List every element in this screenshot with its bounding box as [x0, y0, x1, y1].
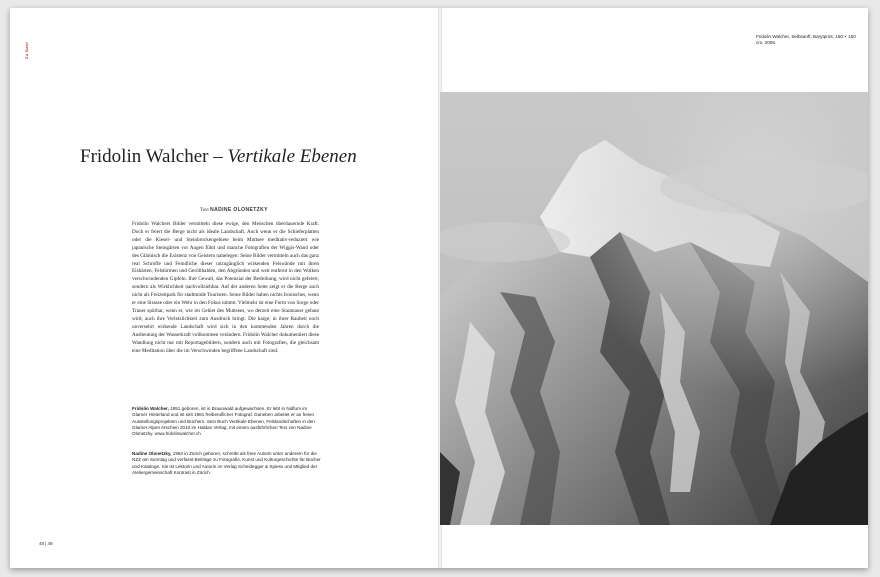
magazine-spread — [10, 8, 868, 568]
page-numbers: 48 | 49 — [39, 541, 53, 546]
bio-author-text: 1962 in Zürich geboren, schreibt als freie Autorin unter anderem für die NZZ am Sonntag und verfasst Beiträge zu Fotografie, Kunst und Kulturgeschichte für Bücher und Kataloge. Sie ist Lektorin und Autorin im Verlag Scheidegger & Spiess und Mitglied der Ateliergemeinschaft Kontrast in Zürich. — [132, 451, 321, 475]
byline-prefix: Text — [200, 208, 211, 213]
title-name: Fridolin Walcher – — [80, 146, 228, 167]
article-title — [80, 146, 370, 168]
photo-caption: Fridolin Walcher, Selbsanft, Barytprint, 150 × 150 cm, 2006. — [756, 34, 856, 46]
section-tag: Zu Gast — [24, 42, 29, 59]
bio-photographer — [132, 406, 322, 437]
bio-photographer-name: Fridolin Walcher, — [132, 406, 169, 411]
title-subtitle: Vertikale Ebenen — [227, 146, 357, 167]
bio-author — [132, 451, 322, 476]
bio-photographer-text: 1951 geboren, ist in Braunwald aufgewachsen. Er lebt in Nidfurn im Glarner Hinterland und ist seit 1981 freiberuflicher Fotograf. Daneben arbeitet er an freien Ausstellungsprojekten und Büchern. Sein Buch Vertikale Ebenen, Felslandschaften in den Glarner Alpen erschien 2010 im Haldan Verlag, mit einem ausführlichen Text von Nadine Olonetzky. www.fridolinwalcher.ch — [132, 406, 315, 437]
article-body: Fridolin Walchers Bilder vermitteln diese ewige, den Menschen überdauernde Kraft. Doch er feiert die Berge nicht als ideale Landschaft. Auch wenn er die Schieferplatten oder die Kiesel- und Steinbrockengebiete beim Muttsee meditativ-reduziert wie japanische Steingärten vor Augen führt und manche Fotografien der Wiggis-Wand oder des Glärnisch die Existenz von Geistern nahelegen: Seine Bilder vermitteln auch das ganz real Schroffe und Feindliche dieser unzugänglich wirkenden Felswände mit ihren Eisbärten, Felstürmen und Geröllhalden, den Abgründen und weit entfernt in den Wolken verschwindenden Gipfeln. Ihre Gewalt, das Potenzial der Bedrohung, wird nicht gefeiert, sondern als Wirklichkeit nachvollziehbar. Auf der anderen Seite zeigt er die Berge auch nicht als Freizeitpark für stadtmüde Touristen. Seine Bilder haben nichts Ironisches, wenn er eine Strasse oder ein Wehr in den Fokus nimmt. Vielmehr ist eine Form von Sorge oder Trauer spürbar, wenn er, wie im Gebiet des Muttsees, wo derzeit eine Staumauer gebaut wird, auch ihre Verletzlichkeit zum Ausdruck bringt. Die karge, in ihrer Rauheit noch unversehrt wirkende Landschaft wird sich in den kommenden Jahren durch die Ausbeutung der Wasserkraft vollkommen verändern. Fridolin Walcher dokumentiert diese Wandlung nicht nur mit Reportagebildern, sondern auch mit Fotografien, die gleichsam eine Meditation über die im Verschwinden begriffene Landschaft sind. — [132, 221, 319, 354]
byline — [200, 207, 268, 213]
mountain-illustration — [440, 92, 868, 525]
bio-author-name: Nadine Olonetzky, — [132, 451, 172, 456]
mountain-photo — [440, 92, 868, 525]
byline-author: NADINE OLONETZKY — [210, 207, 268, 213]
